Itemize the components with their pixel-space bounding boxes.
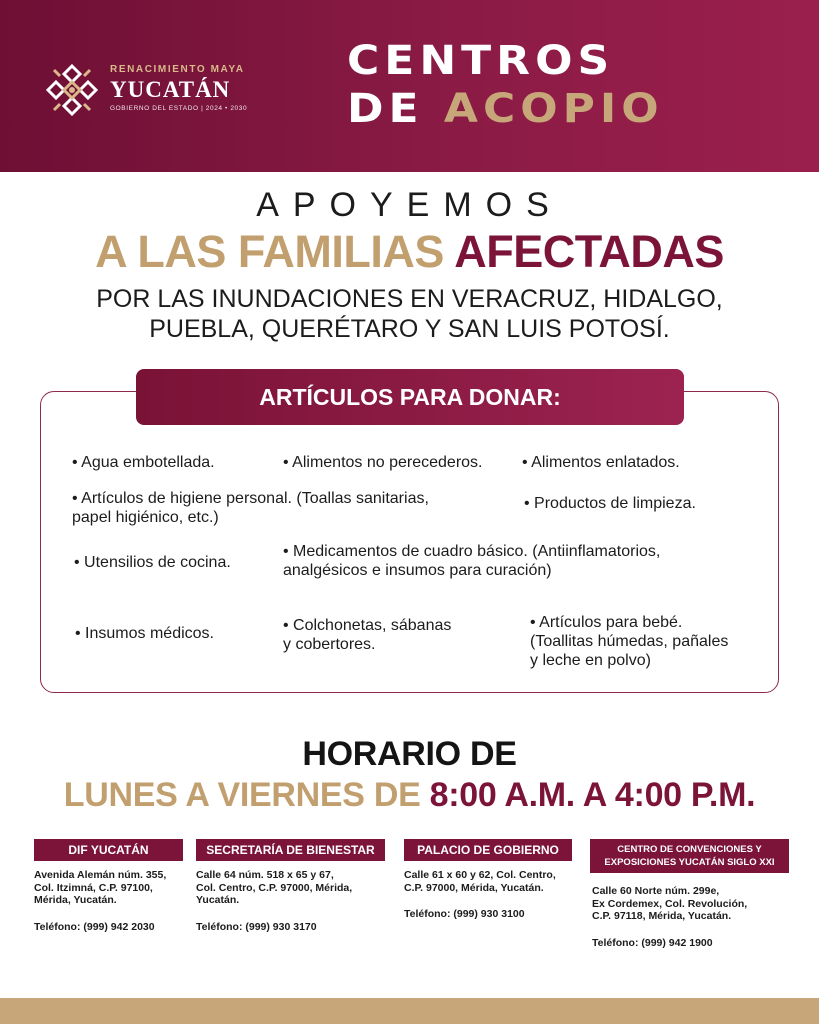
page-title-line1: CENTROS bbox=[347, 37, 615, 85]
location-name: CENTRO DE CONVENCIONES Y EXPOSICIONES YUCATÁN SIGLO XXI bbox=[590, 839, 789, 873]
yucatan-logo-icon bbox=[44, 62, 100, 118]
footer-bar bbox=[0, 998, 819, 1024]
page-title-de: DE bbox=[347, 85, 424, 133]
page-title-line2 bbox=[347, 85, 664, 133]
brand-block bbox=[110, 64, 247, 112]
familias-maroon-text: AFECTADAS bbox=[454, 226, 724, 277]
location-phone: Teléfono: (999) 930 3170 bbox=[196, 921, 317, 933]
article-item: • Artículos para bebé. (Toallitas húmedas, pañales y leche en polvo) bbox=[530, 614, 729, 669]
inundaciones-text bbox=[0, 284, 819, 344]
header-banner bbox=[0, 0, 819, 172]
location-phone: Teléfono: (999) 942 2030 bbox=[34, 921, 155, 933]
schedule-time bbox=[0, 776, 819, 815]
inundaciones-line1: POR LAS INUNDACIONES EN VERACRUZ, HIDALGO, bbox=[96, 285, 723, 313]
location-address: Calle 61 x 60 y 62, Col. Centro, C.P. 97000, Mérida, Yucatán. bbox=[404, 869, 556, 894]
article-item: • Insumos médicos. bbox=[75, 625, 214, 642]
article-item: • Artículos de higiene personal. (Toallas sanitarias, papel higiénico, etc.) bbox=[72, 490, 429, 526]
location-address: Avenida Alemán núm. 355, Col. Itzimná, C.P. 97100, Mérida, Yucatán. bbox=[34, 869, 167, 906]
location-address: Calle 60 Norte núm. 299e, Ex Cordemex, Col. Revolución, C.P. 97118, Mérida, Yucatán. bbox=[592, 885, 748, 922]
article-item: • Productos de limpieza. bbox=[524, 495, 696, 512]
schedule-title: HORARIO DE bbox=[302, 735, 517, 773]
article-item: • Agua embotellada. bbox=[72, 454, 215, 471]
articles-heading: ARTÍCULOS PARA DONAR: bbox=[136, 369, 684, 425]
location-phone: Teléfono: (999) 930 3100 bbox=[404, 908, 525, 920]
brand-name: YUCATÁN bbox=[110, 77, 231, 102]
familias-gold-text: A LAS FAMILIAS bbox=[95, 226, 444, 277]
apoyemos-heading: APOYEMOS bbox=[256, 186, 563, 224]
schedule-hours: 8:00 A.M. A 4:00 P.M. bbox=[429, 776, 756, 814]
brand-tagline: RENACIMIENTO MAYA bbox=[110, 64, 245, 75]
location-phone: Teléfono: (999) 942 1900 bbox=[592, 937, 713, 949]
location-address: Calle 64 núm. 518 x 65 y 67, Col. Centro, C.P. 97000, Mérida, Yucatán. bbox=[196, 869, 353, 906]
brand-subtitle: GOBIERNO DEL ESTADO | 2024 • 2030 bbox=[110, 105, 248, 112]
schedule-days: LUNES A VIERNES DE bbox=[63, 776, 421, 814]
location-name: PALACIO DE GOBIERNO bbox=[404, 839, 572, 861]
location-name: SECRETARÍA DE BIENESTAR bbox=[196, 839, 385, 861]
article-item: • Alimentos enlatados. bbox=[522, 454, 680, 471]
article-item: • Medicamentos de cuadro básico. (Antiinflamatorios, analgésicos e insumos para curación) bbox=[283, 543, 661, 579]
article-item: • Alimentos no perecederos. bbox=[283, 454, 483, 471]
inundaciones-line2: PUEBLA, QUERÉTARO Y SAN LUIS POTOSÍ. bbox=[149, 315, 670, 343]
location-name: DIF YUCATÁN bbox=[34, 839, 183, 861]
familias-heading bbox=[0, 226, 819, 278]
article-item: • Colchonetas, sábanas y cobertores. bbox=[283, 617, 452, 653]
article-item: • Utensilios de cocina. bbox=[74, 554, 231, 571]
page-title-acopio: ACOPIO bbox=[443, 85, 664, 133]
